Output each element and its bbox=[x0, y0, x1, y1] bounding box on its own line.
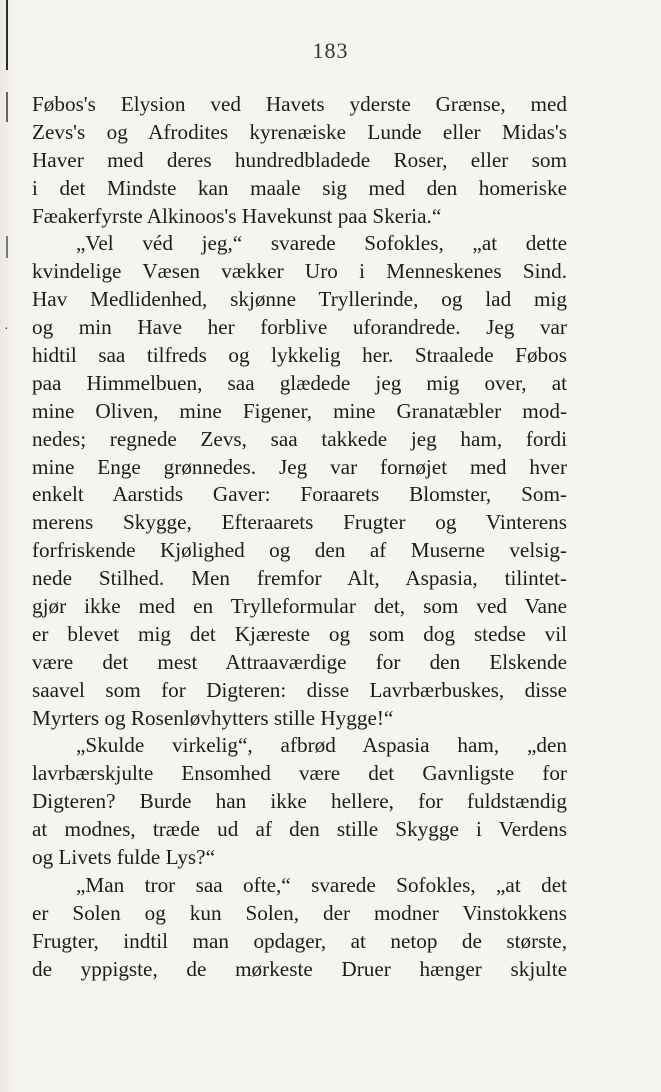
text-line: Fæakerfyrste Alkinoos's Havekunst paa Skeria.“ bbox=[32, 203, 442, 228]
text-line: og Livets fulde Lys?“ bbox=[32, 845, 215, 870]
text-line: nede Stilhed. Men fremfor Alt, Aspasia, tilintet- bbox=[32, 566, 567, 591]
text-line: Føbos's Elysion ved Havets yderste Grænse, med bbox=[32, 92, 567, 116]
page-edge-line bbox=[6, 236, 8, 258]
text-line: Frugter, indtil man opdager, at netop de største, bbox=[32, 928, 567, 953]
text-line: merens Skygge, Efteraarets Frugter og Vinterens bbox=[32, 510, 567, 535]
text-line: og min Have her forblive uforandrede. Jeg var bbox=[32, 315, 567, 340]
text-line: enkelt Aarstids Gaver: Foraarets Blomster, Som- bbox=[32, 482, 567, 507]
text-line: nedes; regnede Zevs, saa takkede jeg ham, fordi bbox=[32, 426, 567, 451]
page-number: 183 bbox=[312, 38, 349, 63]
text-line: er Solen og kun Solen, der modner Vinstokkens bbox=[32, 900, 567, 925]
text-line: paa Himmelbuen, saa glædede jeg mig over, at bbox=[32, 370, 567, 395]
text-line: Digteren? Burde han ikke hellere, for fuldstændig bbox=[32, 789, 567, 814]
text-line: mine Oliven, mine Figener, mine Granatæbler mod- bbox=[32, 398, 567, 423]
text-line: kvindelige Væsen vækker Uro i Menneskenes Sind. bbox=[32, 259, 567, 284]
body-text bbox=[32, 91, 567, 984]
text-line: er blevet mig det Kjæreste og som dog stedse vil bbox=[32, 621, 567, 646]
text-line: Myrters og Rosenløvhytters stille Hygge!“ bbox=[32, 705, 394, 730]
page-edge-line bbox=[6, 92, 8, 122]
text-line: „Skulde virkelig“, afbrød Aspasia ham, „den bbox=[76, 733, 567, 758]
text-line: gjør ikke med en Trylleformular det, som ved Vane bbox=[32, 594, 567, 619]
text-line: at modnes, træde ud af den stille Skygge i Verdens bbox=[32, 817, 567, 842]
text-line: mine Enge grønnedes. Jeg var fornøjet med hver bbox=[32, 454, 567, 479]
text-line: hidtil saa tilfreds og lykkelig her. Straalede Føbos bbox=[32, 343, 567, 368]
text-line: være det mest Attraaværdige for den Elskende bbox=[32, 649, 567, 674]
margin-mark: · bbox=[4, 322, 9, 337]
text-line: saavel som for Digteren: disse Lavrbærbuskes, disse bbox=[32, 677, 567, 702]
text-line: „Man tror saa ofte,“ svarede Sofokles, „at det bbox=[76, 872, 567, 897]
text-line: Haver med deres hundredbladede Roser, eller som bbox=[32, 147, 567, 172]
text-line: de yppigste, de mørkeste Druer hænger skjulte bbox=[32, 956, 567, 981]
text-line: forfriskende Kjølighed og den af Muserne velsig- bbox=[32, 538, 567, 563]
text-line: Hav Medlidenhed, skjønne Tryllerinde, og lad mig bbox=[32, 287, 567, 312]
text-line: Zevs's og Afrodites kyrenæiske Lunde eller Midas's bbox=[32, 119, 567, 144]
text-line: lavrbærskjulte Ensomhed være det Gavnligste for bbox=[32, 761, 567, 786]
text-line: „Vel véd jeg,“ svarede Sofokles, „at dette bbox=[76, 231, 567, 256]
text-line: i det Mindste kan maale sig med den homeriske bbox=[32, 175, 567, 200]
